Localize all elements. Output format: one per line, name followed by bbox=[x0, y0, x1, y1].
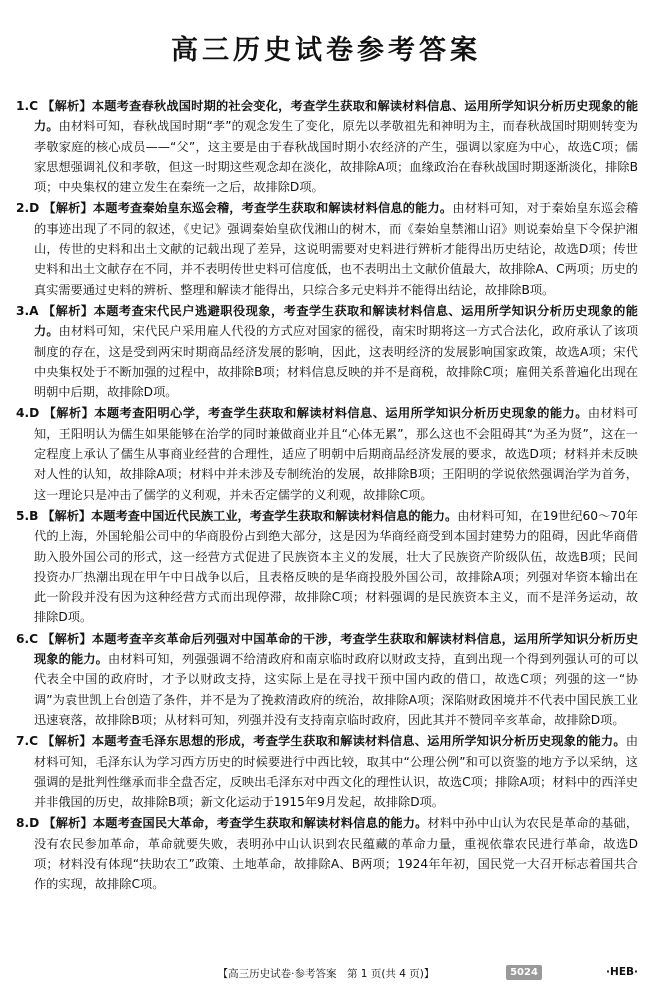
analysis-head: 本题考查阳明心学，考查学生获取和解读材料信息、运用所学知识分析历史现象的能力。 bbox=[94, 406, 588, 421]
answer-item-5 bbox=[16, 506, 638, 628]
analysis-body: 由材料可知，在19世纪60～70年代的上海，外国轮船公司中的华商股份占到绝大部分，这是因为华商经商受到本国封建势力的阻碍，因此华商借助入股外国公司的形式，这一经营方式促进了民族资本主义的发展，壮大了民族资产阶级队伍，故选B项；民间投资办厂热潮出现在甲午中日战争以后，且表格反映的是华商投股外国公司，故排除A项；列强对华资本输出在此一阶段并没有因为这种经营方式而出现停滞，故排除C项；材料强调的是民族资本主义，而不是洋务运动，故排除D项。 bbox=[34, 508, 638, 625]
analysis-head: 本题考查中国近代民族工业，考查学生获取和解读材料信息的能力。 bbox=[91, 508, 458, 523]
analysis-body: 由材料可知，对于秦始皇东巡会稽的事迹出现了不同的叙述，《史记》强调秦始皇砍伐湘山的树木，而《秦始皇禁湘山诏》则说秦始皇下令保护湘山，传世的史料和出土文献的记载出现了差异，这说明需要对史料进行辨析才能得出历史结论，故选D项；传世史料和出土文献存在不同，并不表明传世史料可信度低，也不表明出土文献价值最大，故排除A、C两项；历史的真实需要通过史料的辨析、整理和解读才能得出，只综合多元史料并不能得出结论，故排除B项。 bbox=[34, 201, 639, 297]
answer-number: 8.D bbox=[16, 816, 40, 831]
answer-number: 3.A bbox=[16, 303, 39, 318]
analysis-body: 由材料可知，王阳明认为儒生如果能够在治学的同时兼做商业并且“心体无累”，那么这也不会阻碍其“为圣为贤”，这在一定程度上承认了儒生从事商业经营的合理性，适应了明朝中后期商品经济发展的要求，故选D项；材料并未反映对人性的认知，故排除A项；材料中并未涉及专制统治的发展，故排除B项；王阳明的学说依然强调治学为首务，这一理论只是冲击了儒学的义利观，并未否定儒学的义利观，故排除C项。 bbox=[34, 406, 639, 502]
analysis-tag: 【解析】 bbox=[42, 99, 92, 113]
answer-number: 1.C bbox=[16, 99, 39, 113]
analysis-body: 由材料可知，列强强调不给清政府和南京临时政府以财政支持，直到出现一个得到列强认可的可以代表全中国的政府时，才予以财政支持，这实际上是在寻找干预中国内政的借口，故选C项；列强的这一“协调”为袁世凯上台创造了条件，并不是为了挽救清政府的统治，故排除A项；深陷财政困境并不代表中国民族工业迅速衰落，故排除B项；从材料可知，列强并没有支持南京临时政府，因此其并不赞同辛亥革命，故排除D项。 bbox=[34, 652, 639, 727]
analysis-tag: 【解析】 bbox=[42, 303, 94, 318]
analysis-body: 由材料可知，春秋战国时期“孝”的观念发生了变化，原先以孝敬祖先和神明为主，而春秋战国时期则转变为孝敬家庭的核心成员——“父”，这主要是由于春秋战国时期小农经济的产生，强调以家庭为中心，故选C项；儒家思想强调礼仪和孝敬，但这一时期这些观念却在淡化，故排除A项；血缘政治在春秋战国时期逐渐淡化，排除B项；中央集权的建立发生在秦统一之后，故排除D项。 bbox=[34, 119, 638, 195]
analysis-body: 由材料可知，宋代民户采用雇人代役的方式应对国家的徭役，南宋时期将这一方式合法化，政府承认了该项制度的存在，这是受到两宋时期商品经济发展的影响，因此，这表明经济的发展影响国家政策，故选A项；宋代中央集权处于不断加强的过程中，故排除B项；材料信息反映的并不是商税，故排除C项；雇佣关系普遍化出现在明朝中后期，故排除D项。 bbox=[34, 324, 639, 400]
analysis-tag: 【解析】 bbox=[42, 508, 92, 523]
answer-number: 4.D bbox=[16, 406, 40, 421]
analysis-tag: 【解析】 bbox=[43, 201, 93, 216]
analysis-tag: 【解析】 bbox=[42, 734, 92, 749]
analysis-tag: 【解析】 bbox=[43, 406, 95, 421]
analysis-head: 本题考查辛亥革命后列强对中国革命的干涉，考查学生获取和解读材料信息，运用所学知识分析历史现象的能力。 bbox=[34, 631, 639, 667]
analysis-head: 本题考查宋代民户逃避职役现象，考查学生获取和解读材料信息、运用所学知识分析历史现象的能力。 bbox=[34, 303, 638, 339]
answer-item-7 bbox=[16, 731, 638, 812]
answer-number: 2.D bbox=[16, 201, 40, 216]
answer-item-3 bbox=[16, 301, 638, 402]
answer-item-8 bbox=[16, 813, 638, 894]
analysis-head: 本题考查毛泽东思想的形成，考查学生获取和解读材料信息、运用所学知识分析历史现象的能力。 bbox=[91, 734, 626, 749]
footer-page-info: 【高三历史试卷·参考答案 第 1 页(共 4 页)】 bbox=[217, 968, 435, 980]
analysis-tag: 【解析】 bbox=[43, 816, 93, 831]
analysis-body: 材料中孙中山认为农民是革命的基础，没有农民参加革命，革命就要失败，表明孙中山认识到农民蕴藏的革命力量，重视依靠农民进行革命，故选D项；材料没有体现“扶助农工”政策、土地革命，故排除A、B两项；1924年年初，国民党一大召开标志着国共合作的实现，故排除C项。 bbox=[34, 816, 639, 892]
answer-number: 5.B bbox=[16, 508, 39, 523]
analysis-head: 本题考查春秋战国时期的社会变化，考查学生获取和解读材料信息、运用所学知识分析历史现象的能力。 bbox=[34, 99, 639, 134]
analysis-body: 由材料可知，毛泽东认为学习西方历史的时候要进行中西比较，取其中“公理公例”和可以资鉴的地方予以采纳，这强调的是批判性继承而非全盘否定，反映出毛泽东对中西文化的理性认识，故选C项；排除A项；材料中的西洋史并非俄国的历史，故排除B项；新文化运动于1915年9月发起，故排除D项。 bbox=[34, 734, 639, 810]
analysis-head: 本题考查秦始皇东巡会稽，考查学生获取和解读材料信息的能力。 bbox=[92, 201, 453, 216]
answer-item-6 bbox=[16, 629, 638, 730]
answer-item-4 bbox=[16, 403, 638, 504]
answer-number: 6.C bbox=[16, 631, 39, 646]
answer-item-1 bbox=[16, 96, 638, 197]
page-title: 高三历史试卷参考答案 bbox=[171, 35, 481, 66]
analysis-tag: 【解析】 bbox=[42, 631, 92, 646]
analysis-head: 本题考查国民大革命，考查学生获取和解读材料信息的能力。 bbox=[92, 816, 428, 831]
page-footer bbox=[0, 965, 652, 983]
answer-item-2 bbox=[16, 198, 638, 299]
footer-region-code: ·HEB· bbox=[606, 966, 638, 978]
answer-list bbox=[16, 96, 638, 896]
answer-number: 7.C bbox=[16, 734, 39, 749]
footer-code-badge: 5024 bbox=[506, 965, 542, 980]
